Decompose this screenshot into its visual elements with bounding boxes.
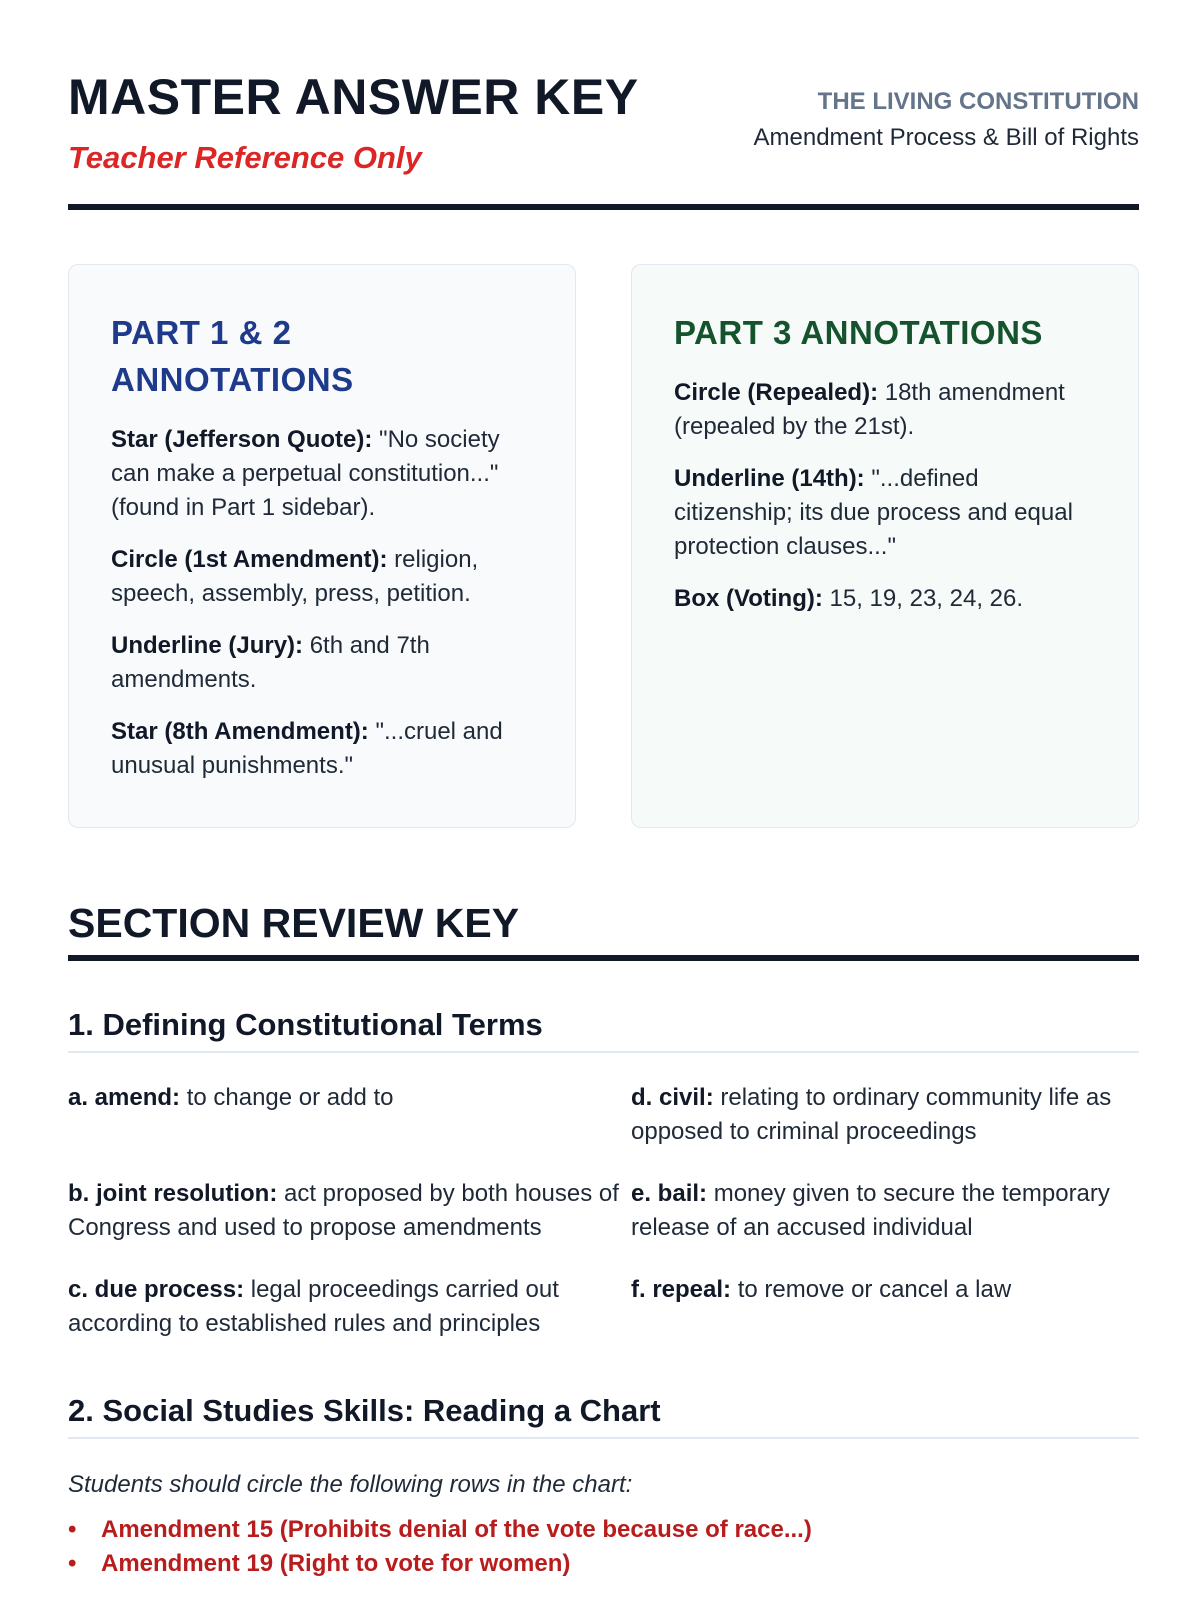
definition-item: a. amend: to change or add to (68, 1084, 394, 1111)
annotation-item: Box (Voting): 15, 19, 23, 24, 26. (674, 585, 1024, 612)
definitions-grid (68, 1081, 1139, 1341)
definition-item: b. joint resolution: act proposed by both houses of Congress and used to propose amendments (68, 1180, 619, 1241)
answer-key-page (68, 68, 1139, 1581)
card-title: PART 1 & 2 ANNOTATIONS (111, 314, 354, 398)
definition-item: c. due process: legal proceedings carried out according to established rules and principles (68, 1276, 559, 1337)
instruction-note: Students should circle the following rows in the chart: (68, 1471, 633, 1498)
section-review-title: SECTION REVIEW KEY (68, 900, 1139, 961)
chart-skills-heading: 2. Social Studies Skills: Reading a Chart (68, 1393, 1139, 1439)
part-3-card (631, 264, 1139, 828)
annotation-item: Underline (Jury): 6th and 7th amendments. (111, 632, 430, 693)
definition-item: e. bail: money given to secure the temporary release of an accused individual (631, 1180, 1110, 1241)
answer-list (68, 1513, 1139, 1581)
card-title: PART 3 ANNOTATIONS (674, 314, 1043, 351)
annotation-item: Star (Jefferson Quote): "No society can make a perpetual constitution..." (found in Part 1 sidebar). (111, 426, 500, 521)
definition-item: d. civil: relating to ordinary community life as opposed to criminal proceedings (631, 1084, 1112, 1145)
topic-label: Amendment Process & Bill of Rights (753, 124, 1139, 151)
annotation-item: Underline (14th): "...defined citizenship; its due process and equal protection clauses..." (674, 465, 1073, 560)
page-header (68, 68, 1139, 210)
definition-item: f. repeal: to remove or cancel a law (631, 1276, 1012, 1303)
answer-item: • Amendment 19 (Right to vote for women) (68, 1547, 1139, 1581)
page-subtitle: Teacher Reference Only (68, 140, 422, 175)
annotation-item: Circle (Repealed): 18th amendment (repealed by the 21st). (674, 379, 1065, 440)
annotation-item: Circle (1st Amendment): religion, speech, assembly, press, petition. (111, 546, 479, 607)
page-title: MASTER ANSWER KEY (68, 69, 639, 125)
part-1-2-card (68, 264, 576, 828)
answer-item: • Amendment 15 (Prohibits denial of the vote because of race...) (68, 1513, 1139, 1547)
terms-heading: 1. Defining Constitutional Terms (68, 1007, 1139, 1053)
annotation-item: Star (8th Amendment): "...cruel and unusual punishments." (111, 718, 503, 779)
brand-label: THE LIVING CONSTITUTION (817, 88, 1139, 115)
